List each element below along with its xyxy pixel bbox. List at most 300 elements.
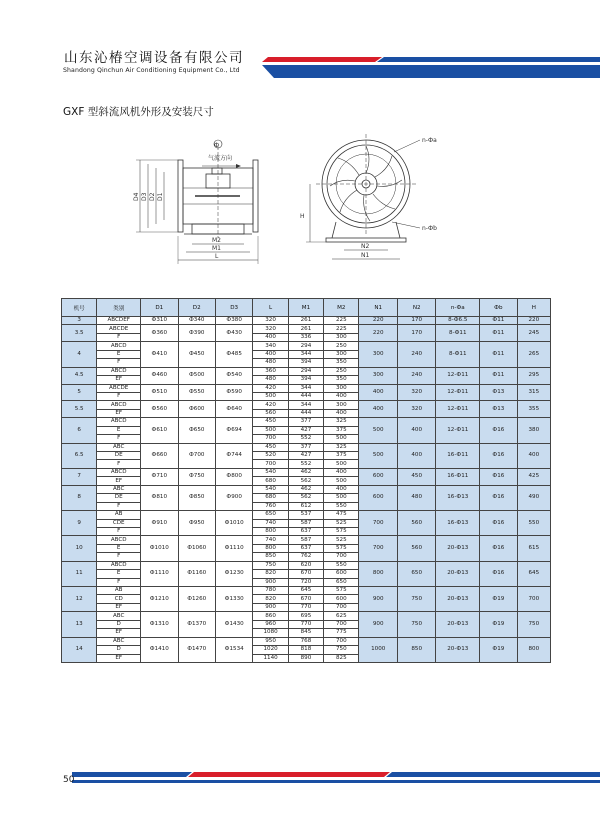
- side-view: [136, 140, 258, 264]
- label-n-phi-a: n-Фa: [422, 137, 437, 144]
- h-cell: 220: [517, 317, 550, 325]
- table-row: [62, 367, 551, 375]
- m2-cell: 225: [324, 325, 359, 333]
- n-phi-a-cell: 8-Ф11: [436, 325, 480, 342]
- n2-cell: 320: [397, 384, 435, 401]
- m1-cell: 444: [288, 409, 323, 417]
- n-phi-a-cell: 12-Ф11: [436, 401, 480, 418]
- phi-b-cell: Ф19: [480, 637, 517, 662]
- table-row: [62, 485, 551, 493]
- category-cell: AB: [97, 587, 141, 595]
- phi-b-cell: Ф16: [480, 561, 517, 586]
- dim-D2: D2: [149, 192, 156, 201]
- m2-cell: 500: [324, 435, 359, 443]
- machine-no-cell: 12: [62, 587, 97, 612]
- page-number: 50: [63, 775, 75, 785]
- n1-cell: 600: [359, 468, 397, 485]
- category-cell: F: [97, 333, 141, 341]
- phi-b-cell: Ф16: [480, 511, 517, 536]
- m2-cell: 700: [324, 620, 359, 628]
- m2-cell: 400: [324, 409, 359, 417]
- n1-cell: 220: [359, 325, 397, 342]
- m2-cell: 225: [324, 317, 359, 325]
- m1-cell: 462: [288, 485, 323, 493]
- l-cell: 560: [253, 409, 288, 417]
- l-cell: 950: [253, 637, 288, 645]
- category-cell: D: [97, 646, 141, 654]
- m1-cell: 645: [288, 587, 323, 595]
- l-cell: 680: [253, 494, 288, 502]
- n2-cell: 560: [397, 536, 435, 561]
- dim-L: L: [215, 253, 219, 260]
- m2-cell: 625: [324, 612, 359, 620]
- header-blue-bar-lower: [262, 65, 600, 78]
- table-row: [62, 401, 551, 409]
- n1-cell: 220: [359, 317, 397, 325]
- l-cell: 1020: [253, 646, 288, 654]
- n-phi-a-cell: 16-Ф13: [436, 511, 480, 536]
- d1-cell: Ф310: [141, 317, 178, 325]
- m2-cell: 400: [324, 485, 359, 493]
- h-cell: 490: [517, 485, 550, 510]
- airflow-label: 气流方向: [208, 155, 233, 162]
- m2-cell: 325: [324, 443, 359, 451]
- m2-cell: 375: [324, 426, 359, 434]
- l-cell: 540: [253, 485, 288, 493]
- n-phi-a-cell: 12-Ф11: [436, 367, 480, 384]
- company-name-en: Shandong Qinchun Air Conditioning Equipment Co., Ltd: [63, 67, 240, 74]
- category-cell: ABCD: [97, 367, 141, 375]
- m1-cell: 294: [288, 367, 323, 375]
- l-cell: 400: [253, 350, 288, 358]
- dim-phi-label: Ф: [214, 142, 220, 149]
- machine-no-cell: 6.5: [62, 443, 97, 468]
- category-cell: E: [97, 426, 141, 434]
- category-cell: EF: [97, 477, 141, 485]
- l-cell: 320: [253, 325, 288, 333]
- h-cell: 645: [517, 561, 550, 586]
- phi-b-cell: Ф19: [480, 612, 517, 637]
- category-cell: E: [97, 570, 141, 578]
- d1-cell: Ф1010: [141, 536, 178, 561]
- m2-cell: 500: [324, 460, 359, 468]
- machine-no-cell: 3: [62, 317, 97, 325]
- machine-no-cell: 11: [62, 561, 97, 586]
- d2-cell: Ф1160: [178, 561, 215, 586]
- m1-cell: 462: [288, 468, 323, 476]
- d3-cell: Ф1430: [215, 612, 252, 637]
- category-cell: F: [97, 578, 141, 586]
- l-cell: 900: [253, 578, 288, 586]
- l-cell: 900: [253, 603, 288, 611]
- n-phi-a-cell: 8-Ф6.5: [436, 317, 480, 325]
- l-cell: 700: [253, 435, 288, 443]
- category-cell: ABCD: [97, 418, 141, 426]
- phi-b-cell: Ф16: [480, 468, 517, 485]
- n-phi-a-cell: 20-Ф13: [436, 612, 480, 637]
- category-cell: EF: [97, 629, 141, 637]
- header-cell: M2: [324, 299, 359, 317]
- d1-cell: Ф460: [141, 367, 178, 384]
- header-cell: N1: [359, 299, 397, 317]
- l-cell: 500: [253, 392, 288, 400]
- front-view: [306, 134, 420, 259]
- h-cell: 295: [517, 367, 550, 384]
- n-phi-a-cell: 12-Ф11: [436, 384, 480, 401]
- d3-cell: Ф540: [215, 367, 252, 384]
- l-cell: 740: [253, 519, 288, 527]
- h-cell: 245: [517, 325, 550, 342]
- h-cell: 380: [517, 418, 550, 443]
- section-title: GXF 型斜流风机外形及安装尺寸: [63, 106, 214, 118]
- category-cell: ABCDE: [97, 384, 141, 392]
- n1-cell: 600: [359, 485, 397, 510]
- n2-cell: 170: [397, 325, 435, 342]
- n2-cell: 450: [397, 468, 435, 485]
- table-row: [62, 587, 551, 595]
- n2-cell: 240: [397, 367, 435, 384]
- m1-cell: 377: [288, 418, 323, 426]
- table-row: [62, 536, 551, 544]
- n1-cell: 700: [359, 536, 397, 561]
- category-cell: ABCD: [97, 536, 141, 544]
- d1-cell: Ф1110: [141, 561, 178, 586]
- category-cell: EF: [97, 654, 141, 662]
- m2-cell: 575: [324, 587, 359, 595]
- n1-cell: 800: [359, 561, 397, 586]
- n-phi-a-cell: 20-Ф13: [436, 536, 480, 561]
- machine-no-cell: 4.5: [62, 367, 97, 384]
- header-cell: L: [253, 299, 288, 317]
- l-cell: 540: [253, 468, 288, 476]
- l-cell: 800: [253, 544, 288, 552]
- header-cell: 类别: [97, 299, 141, 317]
- n-phi-a-cell: 16-Ф13: [436, 485, 480, 510]
- d3-cell: Ф900: [215, 485, 252, 510]
- d1-cell: Ф560: [141, 401, 178, 418]
- machine-no-cell: 13: [62, 612, 97, 637]
- m2-cell: 300: [324, 350, 359, 358]
- l-cell: 340: [253, 342, 288, 350]
- d3-cell: Ф1330: [215, 587, 252, 612]
- header-cell: n-Фa: [436, 299, 480, 317]
- l-cell: 820: [253, 570, 288, 578]
- m2-cell: 825: [324, 654, 359, 662]
- l-cell: 650: [253, 511, 288, 519]
- m1-cell: 768: [288, 637, 323, 645]
- m1-cell: 261: [288, 317, 323, 325]
- d2-cell: Ф500: [178, 367, 215, 384]
- m2-cell: 550: [324, 561, 359, 569]
- d1-cell: Ф1310: [141, 612, 178, 637]
- l-cell: 780: [253, 587, 288, 595]
- m2-cell: 250: [324, 367, 359, 375]
- d2-cell: Ф950: [178, 511, 215, 536]
- n1-cell: 1000: [359, 637, 397, 662]
- n-phi-a-cell: 20-Ф13: [436, 561, 480, 586]
- n1-cell: 300: [359, 367, 397, 384]
- d1-cell: Ф610: [141, 418, 178, 443]
- n1-cell: 400: [359, 384, 397, 401]
- m2-cell: 750: [324, 646, 359, 654]
- m2-cell: 400: [324, 392, 359, 400]
- l-cell: 820: [253, 595, 288, 603]
- h-cell: 400: [517, 443, 550, 468]
- dim-H: H: [300, 213, 305, 220]
- m2-cell: 700: [324, 553, 359, 561]
- m2-cell: 375: [324, 452, 359, 460]
- h-cell: 550: [517, 511, 550, 536]
- table-row: [62, 612, 551, 620]
- m1-cell: 336: [288, 333, 323, 341]
- l-cell: 1080: [253, 629, 288, 637]
- m1-cell: 637: [288, 527, 323, 535]
- h-cell: 700: [517, 587, 550, 612]
- d2-cell: Ф1260: [178, 587, 215, 612]
- d3-cell: Ф485: [215, 342, 252, 367]
- machine-no-cell: 9: [62, 511, 97, 536]
- table-row: [62, 325, 551, 333]
- machine-no-cell: 5.5: [62, 401, 97, 418]
- d3-cell: Ф640: [215, 401, 252, 418]
- header-red-bar: [262, 57, 382, 62]
- category-cell: DE: [97, 494, 141, 502]
- n-phi-a-cell: 20-Ф13: [436, 587, 480, 612]
- phi-b-cell: Ф19: [480, 587, 517, 612]
- header-cell: D3: [215, 299, 252, 317]
- m2-cell: 500: [324, 494, 359, 502]
- l-cell: 520: [253, 452, 288, 460]
- d3-cell: Ф1230: [215, 561, 252, 586]
- table-row: [62, 511, 551, 519]
- table-row: [62, 342, 551, 350]
- footer-stripe: [72, 772, 600, 784]
- d1-cell: Ф360: [141, 325, 178, 342]
- m1-cell: 670: [288, 570, 323, 578]
- l-cell: 860: [253, 612, 288, 620]
- l-cell: 420: [253, 384, 288, 392]
- n-phi-a-cell: 8-Ф11: [436, 342, 480, 367]
- category-cell: F: [97, 527, 141, 535]
- m1-cell: 720: [288, 578, 323, 586]
- m2-cell: 300: [324, 333, 359, 341]
- m2-cell: 325: [324, 418, 359, 426]
- header-cell: Фb: [480, 299, 517, 317]
- n2-cell: 320: [397, 401, 435, 418]
- m1-cell: 612: [288, 502, 323, 510]
- l-cell: 680: [253, 477, 288, 485]
- m1-cell: 695: [288, 612, 323, 620]
- category-cell: EF: [97, 376, 141, 384]
- phi-b-cell: Ф16: [480, 536, 517, 561]
- m2-cell: 575: [324, 544, 359, 552]
- m2-cell: 475: [324, 511, 359, 519]
- category-cell: F: [97, 460, 141, 468]
- n1-cell: 300: [359, 342, 397, 367]
- n2-cell: 170: [397, 317, 435, 325]
- n-phi-a-cell: 20-Ф13: [436, 637, 480, 662]
- company-name-cn: 山东沁椿空调设备有限公司: [64, 50, 244, 66]
- m1-cell: 537: [288, 511, 323, 519]
- m2-cell: 525: [324, 519, 359, 527]
- l-cell: 480: [253, 359, 288, 367]
- d2-cell: Ф1060: [178, 536, 215, 561]
- m1-cell: 377: [288, 443, 323, 451]
- l-cell: 750: [253, 561, 288, 569]
- m2-cell: 775: [324, 629, 359, 637]
- m2-cell: 550: [324, 502, 359, 510]
- phi-b-cell: Ф11: [480, 317, 517, 325]
- header-stripe: [262, 57, 600, 79]
- table-row: [62, 637, 551, 645]
- d1-cell: Ф810: [141, 485, 178, 510]
- d2-cell: Ф750: [178, 468, 215, 485]
- n2-cell: 650: [397, 561, 435, 586]
- category-cell: CD: [97, 595, 141, 603]
- d1-cell: Ф710: [141, 468, 178, 485]
- phi-b-cell: Ф13: [480, 384, 517, 401]
- l-cell: 360: [253, 367, 288, 375]
- table-row: [62, 443, 551, 451]
- n2-cell: 850: [397, 637, 435, 662]
- machine-no-cell: 10: [62, 536, 97, 561]
- phi-b-cell: Ф13: [480, 401, 517, 418]
- footer-blue-bar-lower: [72, 780, 600, 783]
- m2-cell: 500: [324, 477, 359, 485]
- d3-cell: Ф1110: [215, 536, 252, 561]
- m1-cell: 444: [288, 392, 323, 400]
- m2-cell: 600: [324, 595, 359, 603]
- m2-cell: 350: [324, 359, 359, 367]
- m2-cell: 300: [324, 401, 359, 409]
- header-cell: D2: [178, 299, 215, 317]
- d1-cell: Ф510: [141, 384, 178, 401]
- d3-cell: Ф1010: [215, 511, 252, 536]
- category-cell: ABCD: [97, 401, 141, 409]
- d2-cell: Ф340: [178, 317, 215, 325]
- category-cell: ABC: [97, 443, 141, 451]
- m1-cell: 394: [288, 359, 323, 367]
- l-cell: 850: [253, 553, 288, 561]
- header-cell: M1: [288, 299, 323, 317]
- d2-cell: Ф390: [178, 325, 215, 342]
- m1-cell: 762: [288, 553, 323, 561]
- footer-blue-bar: [72, 772, 192, 777]
- h-cell: 800: [517, 637, 550, 662]
- table-body: [62, 317, 551, 663]
- h-cell: 425: [517, 468, 550, 485]
- l-cell: 500: [253, 426, 288, 434]
- m1-cell: 890: [288, 654, 323, 662]
- table-row: [62, 317, 551, 325]
- n2-cell: 240: [397, 342, 435, 367]
- m1-cell: 344: [288, 384, 323, 392]
- dim-N2: N2: [361, 243, 370, 250]
- category-cell: F: [97, 359, 141, 367]
- n2-cell: 560: [397, 511, 435, 536]
- n1-cell: 400: [359, 401, 397, 418]
- d1-cell: Ф1210: [141, 587, 178, 612]
- category-cell: ABCDEF: [97, 317, 141, 325]
- category-cell: ABCD: [97, 561, 141, 569]
- d3-cell: Ф1534: [215, 637, 252, 662]
- m2-cell: 600: [324, 570, 359, 578]
- m1-cell: 394: [288, 376, 323, 384]
- d2-cell: Ф650: [178, 418, 215, 443]
- m1-cell: 770: [288, 603, 323, 611]
- h-cell: 265: [517, 342, 550, 367]
- dim-D3: D3: [141, 192, 148, 201]
- m1-cell: 587: [288, 536, 323, 544]
- m1-cell: 552: [288, 435, 323, 443]
- footer-blue-bar-right: [386, 772, 600, 777]
- phi-b-cell: Ф11: [480, 367, 517, 384]
- dim-D4: D4: [133, 192, 140, 201]
- dim-M1: M1: [212, 245, 221, 252]
- m1-cell: 294: [288, 342, 323, 350]
- m2-cell: 400: [324, 468, 359, 476]
- machine-no-cell: 4: [62, 342, 97, 367]
- category-cell: ABCDE: [97, 325, 141, 333]
- d1-cell: Ф910: [141, 511, 178, 536]
- l-cell: 700: [253, 460, 288, 468]
- d3-cell: Ф430: [215, 325, 252, 342]
- machine-no-cell: 6: [62, 418, 97, 443]
- header-cell: 机号: [62, 299, 97, 317]
- category-cell: ABCD: [97, 342, 141, 350]
- d1-cell: Ф410: [141, 342, 178, 367]
- m1-cell: 344: [288, 401, 323, 409]
- m2-cell: 300: [324, 384, 359, 392]
- category-cell: EF: [97, 409, 141, 417]
- n1-cell: 700: [359, 511, 397, 536]
- category-cell: D: [97, 620, 141, 628]
- category-cell: DE: [97, 452, 141, 460]
- table-row: [62, 384, 551, 392]
- m1-cell: 620: [288, 561, 323, 569]
- d3-cell: Ф744: [215, 443, 252, 468]
- m2-cell: 700: [324, 637, 359, 645]
- dim-M2: M2: [212, 237, 221, 244]
- m2-cell: 575: [324, 527, 359, 535]
- machine-no-cell: 8: [62, 485, 97, 510]
- table-header-row: [62, 299, 551, 317]
- m1-cell: 562: [288, 477, 323, 485]
- category-cell: CDE: [97, 519, 141, 527]
- d1-cell: Ф1410: [141, 637, 178, 662]
- header-cell: H: [517, 299, 550, 317]
- dimension-table: [61, 298, 551, 663]
- l-cell: 1140: [253, 654, 288, 662]
- n2-cell: 750: [397, 587, 435, 612]
- d2-cell: Ф1470: [178, 637, 215, 662]
- d2-cell: Ф550: [178, 384, 215, 401]
- d3-cell: Ф380: [215, 317, 252, 325]
- l-cell: 400: [253, 333, 288, 341]
- n2-cell: 480: [397, 485, 435, 510]
- m1-cell: 845: [288, 629, 323, 637]
- category-cell: ABC: [97, 485, 141, 493]
- dim-N1: N1: [361, 252, 370, 259]
- m1-cell: 637: [288, 544, 323, 552]
- d1-cell: Ф660: [141, 443, 178, 468]
- header-cell: D1: [141, 299, 178, 317]
- l-cell: 480: [253, 376, 288, 384]
- table-row: [62, 418, 551, 426]
- m1-cell: 818: [288, 646, 323, 654]
- phi-b-cell: Ф16: [480, 418, 517, 443]
- m1-cell: 344: [288, 350, 323, 358]
